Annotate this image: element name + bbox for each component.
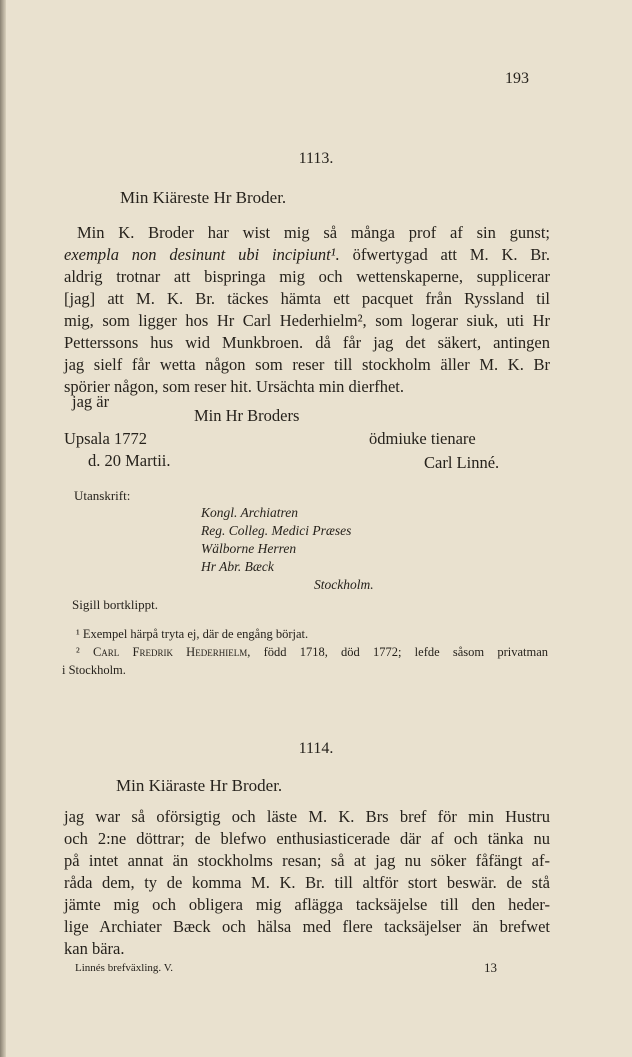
letter2-line-5: jämte mig och obligera mig aflägga tacksäjelse till den heder-: [64, 895, 550, 914]
footnote-2: [76, 645, 548, 660]
address-line-4: Hr Abr. Bæck: [201, 559, 274, 574]
letter1-line-4: [jag] att M. K. Br. täckes hämta ett pacquet från Ryssland til: [64, 289, 550, 308]
address-line-3: Wälborne Herren: [201, 541, 297, 556]
page-number: 193: [505, 70, 529, 87]
letter2-line-4: råda dem, ty de komma M. K. Br. till altför stort beswär. de stå: [64, 873, 550, 892]
closing-jag-ar: jag är: [72, 392, 110, 411]
letter1-line-7: jag sielf får wetta någon som reser till stockholm äller M. K. Br: [64, 355, 550, 374]
latin-phrase: exempla non desinunt ubi incipiunt¹.: [64, 245, 340, 264]
letter2-line-1: jag war så oförsigtig och läste M. K. Brs bref för min Hustru: [64, 807, 550, 826]
letter1-last-line: spörier någon, som reser hit. Ursächta min dierfhet.: [64, 377, 404, 396]
footnote-2-text: född 1718, död 1772; lefde såsom privatman: [263, 645, 549, 659]
letter2-line-3: på intet annat än stockholms resan; så at jag nu söker fåfängt af-: [64, 851, 550, 870]
footnote-2-mark: ²: [76, 645, 80, 659]
footer-source: Linnés brefväxling. V.: [75, 962, 173, 974]
footnote-2-name: Carl Fredrik Hederhielm,: [92, 645, 251, 659]
letter1-salutation: Min Kiäreste Hr Broder.: [120, 188, 287, 207]
footer-signature-mark: 13: [484, 960, 497, 975]
address-line-1: Kongl. Archiatren: [201, 505, 298, 520]
letter-number-1113: 1113.: [298, 150, 334, 167]
letter2-line-6: lige Archiater Bæck och hälsa med flere tacksäjelser än brefwet: [64, 917, 550, 936]
letter1-line-2-rest: öfwertygad att M. K. Br.: [352, 245, 551, 264]
letter2-line-2: och 2:ne döttrar; de blefwo enthusiasticerade där af och tänka nu: [64, 829, 550, 848]
letter1-line-3: aldrig trotnar att bispringa mig och wettenskaperne, supplicerar: [64, 267, 550, 286]
closing-place-year: Upsala 1772: [64, 429, 147, 448]
footnote-1: ¹ Exempel härpå tryta ej, där de engång börjat.: [76, 627, 309, 641]
closing-date: d. 20 Martii.: [88, 451, 171, 470]
letter1-line-1: Min K. Broder har wist mig så många prof af sin gunst;: [77, 223, 550, 242]
seal-note: Sigill bortklippt.: [72, 597, 158, 612]
address-line-2: Reg. Colleg. Medici Præses: [201, 523, 352, 538]
closing-min-hr-broders: Min Hr Broders: [194, 406, 300, 425]
letter1-line-2: [64, 244, 550, 266]
letter1-line-6: Petterssons hus wid Munkbroen. då får jag det säkert, antingen: [64, 333, 550, 352]
letter2-last-line: kan bära.: [64, 939, 125, 958]
letter-number-1114: 1114.: [298, 740, 334, 757]
closing-signature: Carl Linné.: [424, 453, 500, 472]
footnote-2-continued: i Stockholm.: [62, 663, 126, 677]
address-label: Utanskrift:: [74, 488, 131, 503]
closing-servant: ödmiuke tienare: [369, 429, 476, 448]
address-line-5: Stockholm.: [314, 577, 374, 592]
letter1-line-5: mig, som ligger hos Hr Carl Hederhielm², som logerar siuk, uti Hr: [64, 311, 550, 330]
letter2-salutation: Min Kiäraste Hr Broder.: [116, 776, 283, 795]
